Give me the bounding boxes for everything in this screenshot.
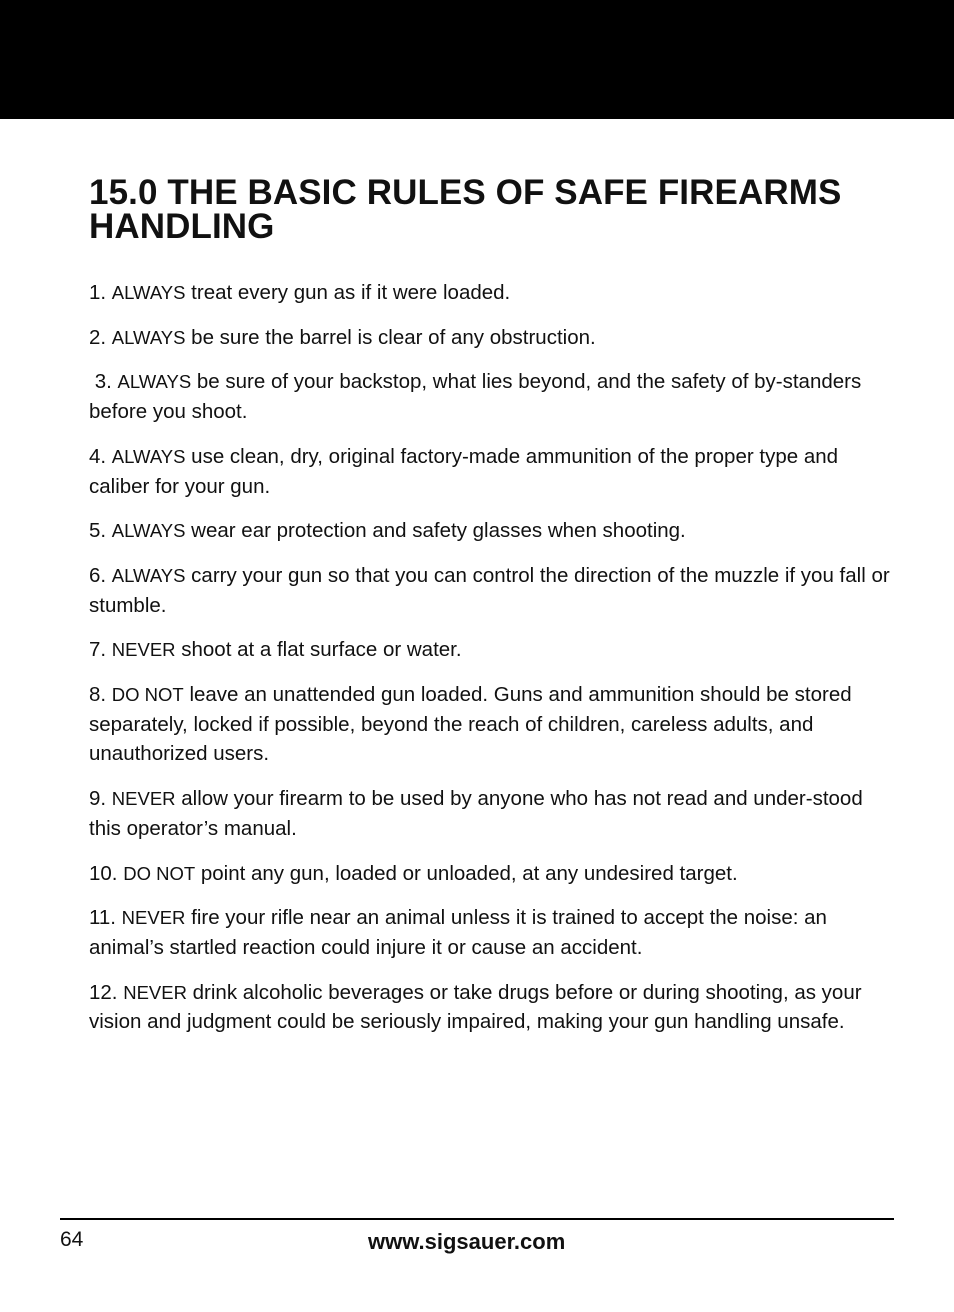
rule-number: 6. — [89, 563, 112, 587]
rule-item — [89, 978, 891, 1037]
rule-text: treat every gun as if it were loaded. — [185, 281, 511, 304]
rule-text: be sure the barrel is clear of any obstruction. — [185, 325, 596, 349]
rule-text: drink alcoholic beverages or take drugs before or during shooting, as your vision and judgment could be seriously impaired, making your gun handling unsafe. — [89, 980, 862, 1034]
rule-text: leave an unattended gun loaded. Guns and ammunition should be stored separately, locked if possible, beyond the reach of children, careless adults, and unauthorized users. — [89, 683, 852, 766]
rule-number: 11. — [89, 906, 122, 930]
rule-keyword: NEVER — [123, 981, 187, 1003]
rule-text: fire your rifle near an animal unless it is trained to accept the noise: an animal’s startled reaction could injure it or cause an accident. — [89, 906, 827, 959]
rule-number: 9. — [89, 787, 112, 811]
page-number: 64 — [60, 1228, 84, 1251]
rule-text: allow your firearm to be used by anyone who has not read and under-stood this operator’s manual. — [89, 787, 863, 840]
rule-number: 5. — [89, 519, 112, 543]
rule-number: 8. — [89, 683, 112, 707]
rule-text: shoot at a flat surface or water. — [175, 638, 462, 662]
rule-item — [89, 516, 891, 546]
rule-keyword: ALWAYS — [111, 282, 186, 303]
rule-text: use clean, dry, original factory-made ammunition of the proper type and caliber for your gun. — [89, 444, 839, 498]
footer-divider — [60, 1218, 894, 1220]
rule-keyword: NEVER — [121, 907, 186, 929]
rule-item — [89, 561, 891, 620]
header-band — [0, 0, 954, 119]
rule-item — [89, 680, 891, 769]
page-title: 15.0 THE BASIC RULES OF SAFE FIREARMS HANDLING — [89, 173, 842, 246]
rule-keyword: ALWAYS — [111, 445, 186, 467]
rule-number: 4. — [89, 444, 112, 468]
rules-list — [89, 278, 891, 1052]
rule-keyword: DO NOT — [111, 684, 184, 706]
rule-keyword: NEVER — [111, 788, 176, 810]
rule-keyword: ALWAYS — [111, 520, 186, 542]
rule-number: 2. — [89, 325, 112, 349]
rule-item — [89, 367, 891, 426]
rule-keyword: DO NOT — [123, 862, 196, 884]
rule-item — [89, 859, 891, 889]
rule-text: wear ear protection and safety glasses when shooting. — [185, 519, 686, 543]
rule-item — [89, 442, 891, 501]
rule-item — [89, 278, 891, 308]
rule-keyword: ALWAYS — [117, 371, 192, 393]
rule-number: 3. — [89, 370, 118, 394]
rule-item — [89, 635, 891, 665]
rule-text: be sure of your backstop, what lies beyond, and the safety of by-standers before you shoot. — [89, 370, 862, 424]
rule-item — [89, 903, 891, 962]
rule-item — [89, 323, 891, 353]
rule-keyword: ALWAYS — [111, 564, 186, 586]
website-url: www.sigsauer.com — [368, 1229, 566, 1254]
rule-number: 12. — [89, 980, 124, 1004]
rule-item — [89, 784, 891, 843]
rule-keyword: ALWAYS — [111, 326, 186, 348]
rule-keyword: NEVER — [111, 639, 176, 661]
rule-text: carry your gun so that you can control the direction of the muzzle if you fall or stumble. — [89, 563, 890, 617]
rule-number: 10. — [89, 861, 124, 885]
rule-number: 1. — [89, 281, 112, 304]
rule-number: 7. — [89, 638, 112, 662]
rule-text: point any gun, loaded or unloaded, at any undesired target. — [195, 861, 738, 885]
